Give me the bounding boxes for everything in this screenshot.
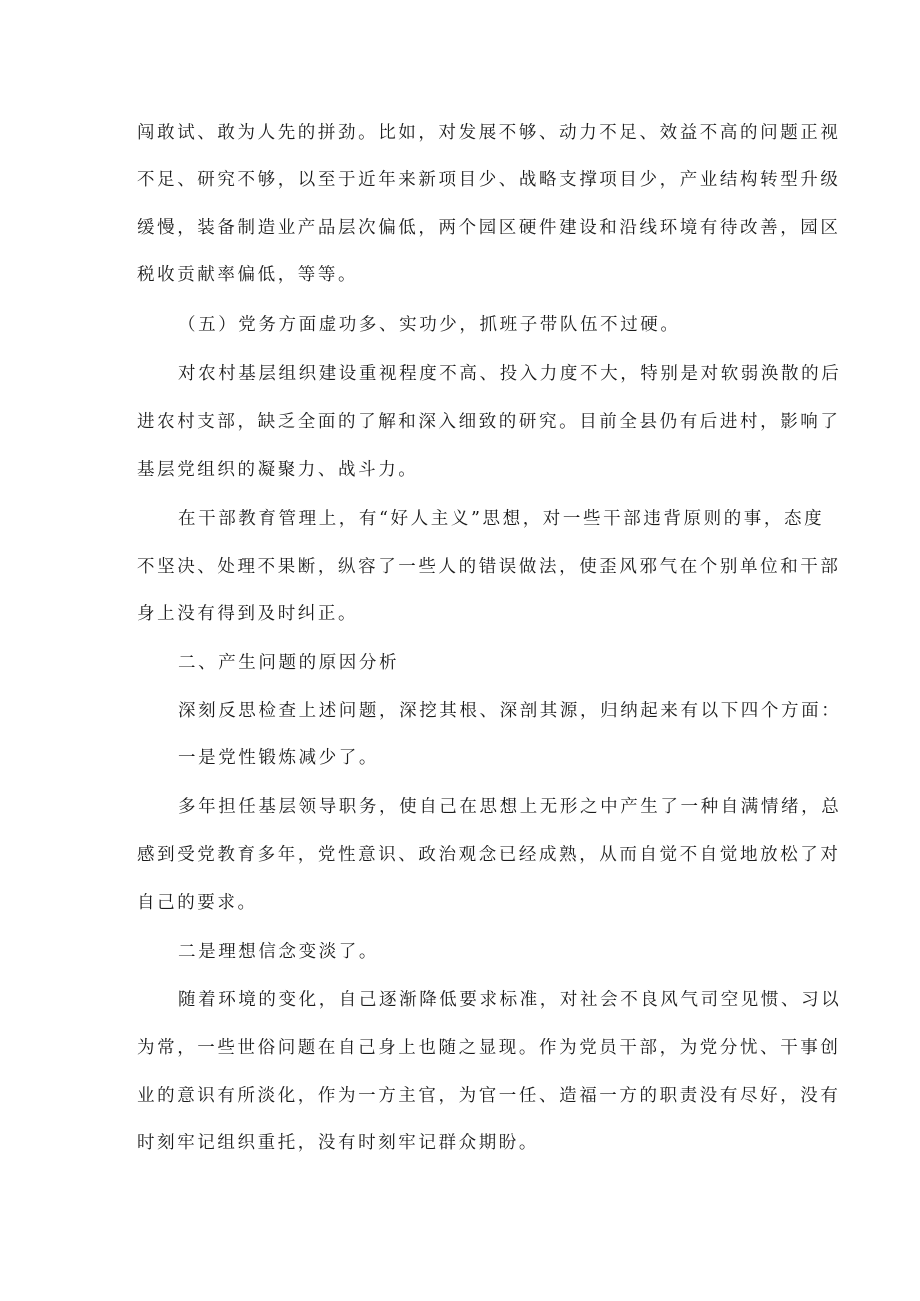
body-text-line: 缓慢，装备制造业产品层次偏低，两个园区硬件建设和沿线环境有待改善，园区 [137, 218, 841, 238]
section-heading: 二、产生问题的原因分析 [178, 653, 400, 673]
body-text-line: 为常，一些世俗问题在自己身上也随之显现。作为党员干部，为党分忧、干事创 [137, 1038, 841, 1058]
body-text-line: 身上没有得到及时纠正。 [137, 604, 359, 624]
body-text-line: 闯敢试、敢为人先的拼劲。比如，对发展不够、动力不足、效益不高的问题正视 [137, 123, 841, 143]
body-text-line: 时刻牢记组织重托，没有时刻牢记群众期盼。 [137, 1133, 539, 1153]
paragraph-start-line: 对农村基层组织建设重视程度不高、投入力度不大，特别是对软弱涣散的后 [178, 364, 842, 384]
body-text-line: 不足、研究不够，以至于近年来新项目少、战略支撑项目少，产业结构转型升级 [137, 170, 841, 190]
paragraph-start-line: 随着环境的变化，自己逐渐降低要求标准，对社会不良风气司空见惯、习以 [178, 990, 842, 1010]
body-text-line: 税收贡献率偏低，等等。 [137, 265, 359, 285]
body-text-line: 基层党组织的凝聚力、战斗力。 [137, 460, 419, 480]
body-text-line: 不坚决、处理不果断，纵容了一些人的错误做法，使歪风邪气在个别单位和干部 [137, 557, 841, 577]
paragraph-start-line: 在干部教育管理上，有“好人主义”思想，对一些干部违背原则的事，态度 [178, 509, 825, 529]
subheading: 一是党性锻炼减少了。 [178, 748, 379, 768]
section-heading: （五）党务方面虚功多、实功少，抓班子带队伍不过硬。 [178, 315, 681, 335]
body-text-line: 感到受党教育多年，党性意识、政治观念已经成熟，从而自觉不自觉地放松了对 [137, 845, 841, 865]
body-text-line: 进农村支部，缺乏全面的了解和深入细致的研究。目前全县仍有后进村，影响了 [137, 412, 841, 432]
body-text-line: 业的意识有所淡化，作为一方主官，为官一任、造福一方的职责没有尽好，没有 [137, 1086, 841, 1106]
paragraph-start-line: 多年担任基层领导职务，使自己在思想上无形之中产生了一种自满情绪，总 [178, 797, 842, 817]
body-text-line: 自己的要求。 [137, 893, 258, 913]
subheading: 二是理想信念变淡了。 [178, 942, 379, 962]
paragraph-start-line: 深刻反思检查上述问题，深挖其根、深剖其源，归纳起来有以下四个方面： [178, 701, 842, 721]
